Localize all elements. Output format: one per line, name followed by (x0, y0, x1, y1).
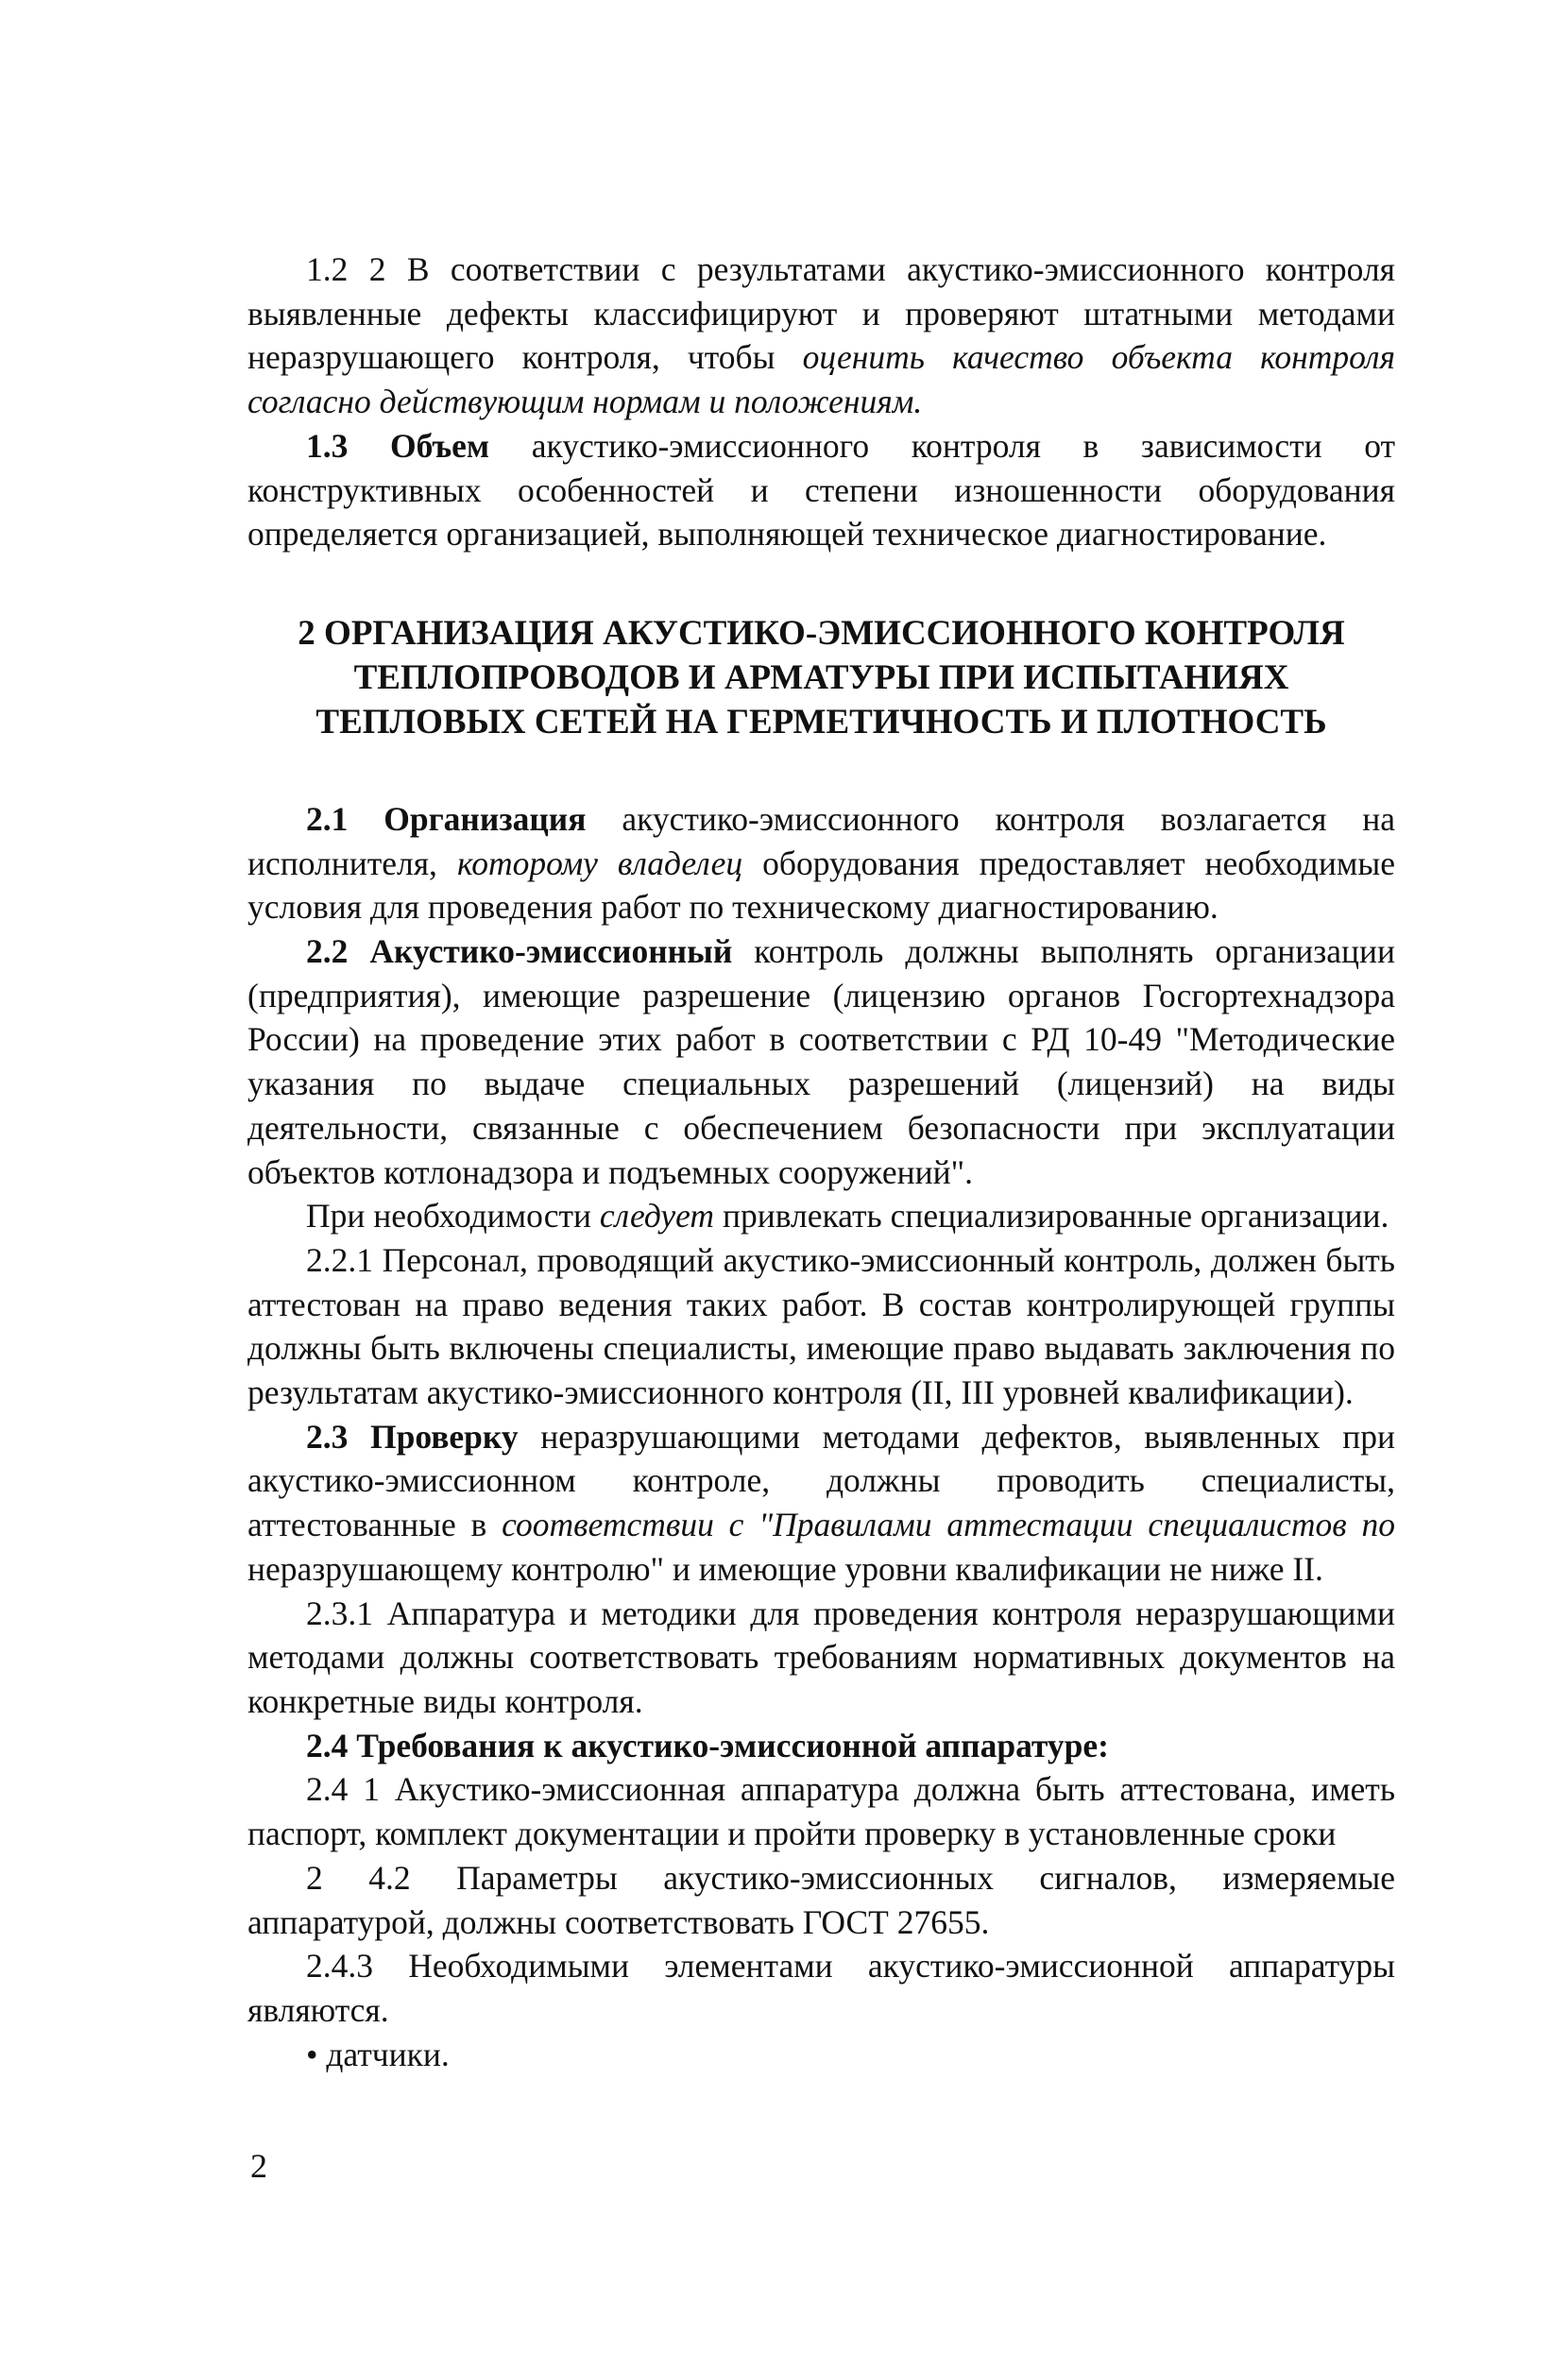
clause-lead: 2.3 Проверку (306, 1417, 519, 1456)
paragraph-2-4-3: 2.4.3 Необходимыми элементами акустико-эмиссионной аппаратуры являются. (247, 1947, 1396, 2029)
section-heading: 2 ОРГАНИЗАЦИЯ АКУСТИКО-ЭМИССИОННОГО КОНТРОЛЯ ТЕПЛОПРОВОДОВ И АРМАТУРЫ ПРИ ИСПЫТАНИЯХ ТЕПЛОВЫХ СЕТЕЙ НА ГЕРМЕТИЧНОСТЬ И ПЛОТНОСТЬ (298, 613, 1345, 741)
clause-lead: 1.3 Объем (306, 426, 490, 465)
clause-number: 2.3.1 (306, 1594, 373, 1632)
page-content (247, 247, 1395, 2076)
clause-number: 2 4.2 (306, 1858, 411, 1897)
clause-number: 2.4 1 (306, 1770, 381, 1809)
clause-lead: 2.1 Организация (306, 799, 587, 838)
paragraph-2-4 (247, 1724, 1395, 1768)
list-item: • датчики. (306, 2035, 450, 2073)
paragraph-2-4-2: 2 4.2 Параметры акустико-эмиссионных сигналов, измеряемые аппаратурой, должны соответствовать ГОСТ 27655. (247, 1858, 1396, 1941)
bullet-icon: • (306, 2035, 318, 2073)
paragraph-2-1: 2.1 Организация акустико-эмиссионного контроля возлагается на исполнителя, которому владелец оборудования предоставляет необходимые условия для проведения работ по техническому диагностированию. (247, 799, 1396, 927)
paragraph-2-2: 2.2 Акустико-эмиссионный контроль должны выполнять организации (предприятия), имеющие разрешение (лицензию органов Госгортехнадзора России) на проведение этих работ в соответствии с РД 10-49 "Методические указания по выдаче специальных разрешений (лицензий) на виды деятельности, связанные с обеспечением безопасности при эксплуатации объектов котлонадзора и подъемных сооружений". (247, 932, 1395, 1191)
clause-lead: 2.4 Требования к акустико-эмиссионной аппаратуре: (306, 1726, 1109, 1764)
paragraph-2-3: 2.3 Проверку неразрушающими методами дефектов, выявленных при акустико-эмиссионном контроле, должны проводить специалисты, аттестованные в соответствии с "Правилами аттестации специалистов по неразрушающему контролю" и имеющие уровни квалификации не ниже II. (247, 1417, 1395, 1588)
paragraph-1-2-2: 1.2 2 В соответствии с результатами акустико-эмиссионного контроля выявленные дефекты классифицируют и проверяют штатными методами неразрушающего контроля, чтобы оценить качество объекта контроля согласно действующим нормам и положениям. (247, 250, 1396, 421)
paragraph-2-3-1: 2.3.1 Аппаратура и методики для проведения контроля неразрушающими методами должны соответствовать требованиям нормативных документов на конкретные виды контроля. (247, 1594, 1395, 1720)
paragraph-2-2-note: При необходимости следует привлекать специализированные организации. (306, 1197, 1389, 1236)
paragraph-1-3: 1.3 Объем акустико-эмиссионного контроля в зависимости от конструктивных особенностей и степени изношенности оборудования определяется организацией, выполняющей техническое диагностирование. (247, 426, 1395, 554)
page-number: 2 (250, 2147, 267, 2185)
clause-number: 1.2 2 (306, 250, 386, 288)
paragraph-2-2-1: 2.2.1 Персонал, проводящий акустико-эмиссионный контроль, должен быть аттестован на право ведения таких работ. В состав контролирующей группы должны быть включены специалисты, имеющие право выдавать заключения по результатам акустико-эмиссионного контроля (II, III уровней квалификации). (247, 1240, 1395, 1412)
clause-lead: 2.2 Акустико-эмиссионный (306, 932, 733, 971)
paragraph-2-4-1: 2.4 1 Акустико-эмиссионная аппаратура должна быть аттестована, иметь паспорт, комплект документации и пройти проверку в установленные сроки (247, 1770, 1396, 1853)
clause-number: 2.4.3 (306, 1947, 373, 1986)
clause-number: 2.2.1 (306, 1240, 373, 1279)
